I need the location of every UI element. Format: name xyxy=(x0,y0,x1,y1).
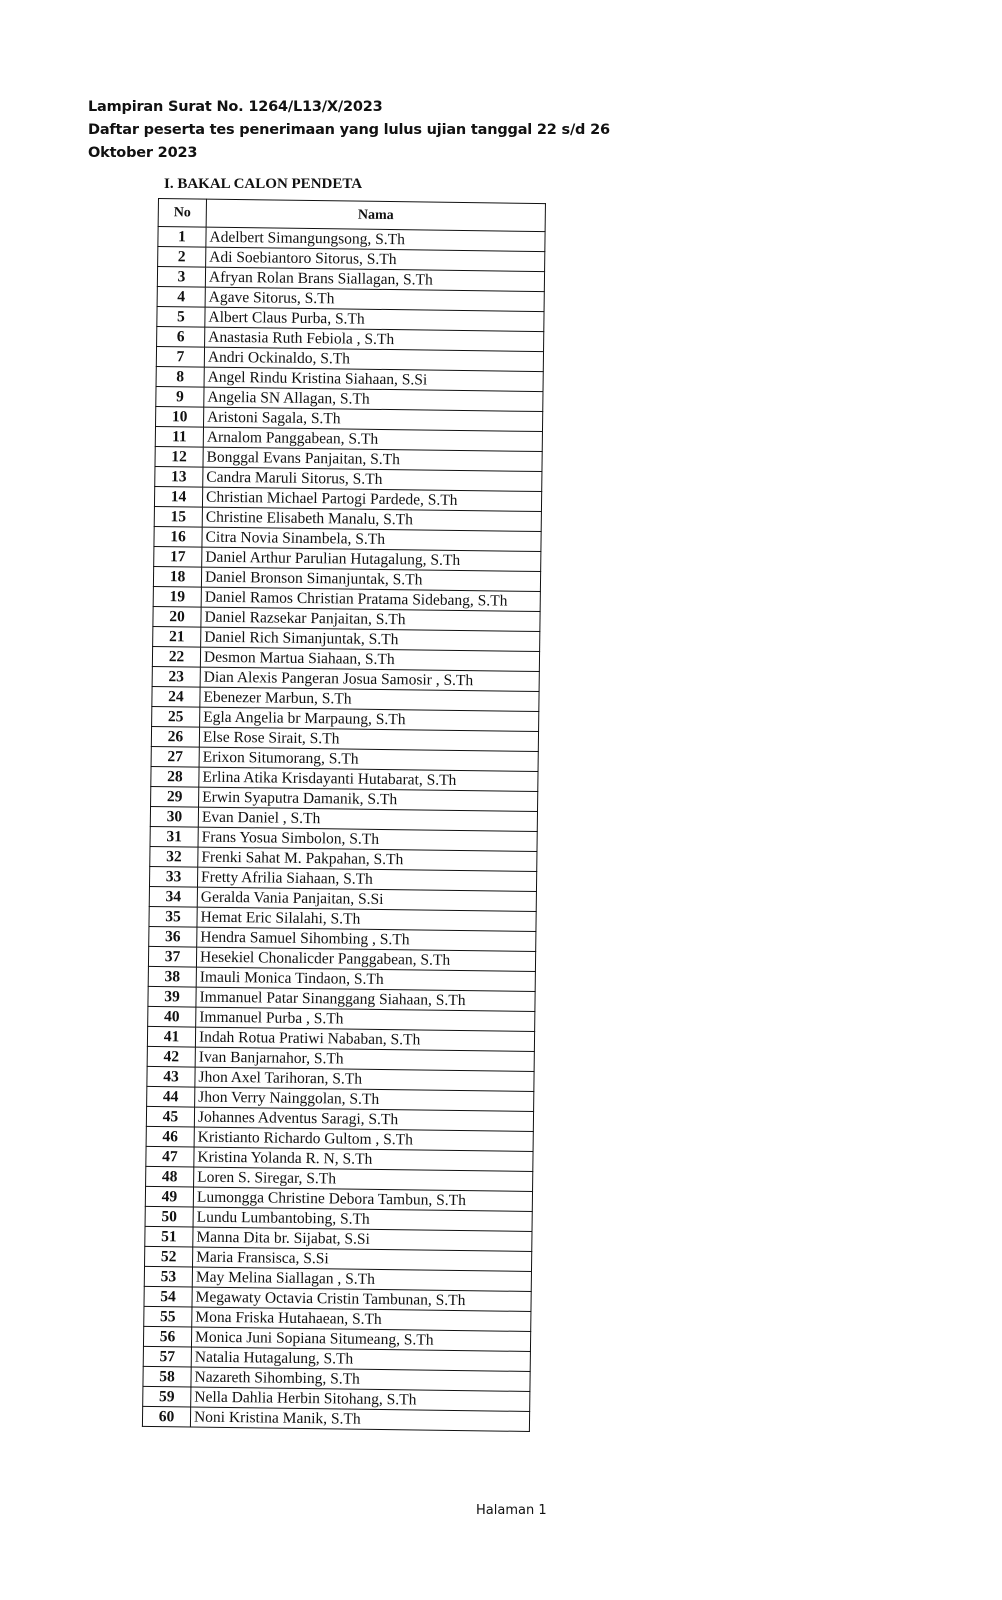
participant-name: Natalia Hutagalung, S.Th xyxy=(191,1347,530,1371)
participant-name: Andri Ockinaldo, S.Th xyxy=(204,347,543,371)
row-number: 28 xyxy=(151,766,199,787)
row-number: 30 xyxy=(150,806,198,827)
participant-name: May Melina Siallagan , S.Th xyxy=(192,1267,531,1291)
participant-name: Anastasia Ruth Febiola , S.Th xyxy=(205,327,544,351)
participant-name: Egla Angelia br Marpaung, S.Th xyxy=(200,707,539,731)
row-number: 25 xyxy=(152,706,200,727)
column-header-name: Nama xyxy=(206,199,545,231)
participant-name: Frans Yosua Simbolon, S.Th xyxy=(198,827,537,851)
row-number: 18 xyxy=(153,566,201,587)
participant-name: Desmon Martua Siahaan, S.Th xyxy=(200,647,539,671)
row-number: 40 xyxy=(148,1006,196,1027)
row-number: 8 xyxy=(156,366,204,387)
row-number: 52 xyxy=(145,1246,193,1267)
participant-name: Mona Friska Hutahaean, S.Th xyxy=(192,1307,531,1331)
participant-name: Daniel Bronson Simanjuntak, S.Th xyxy=(201,567,540,591)
row-number: 55 xyxy=(144,1306,192,1327)
row-number: 12 xyxy=(155,446,203,467)
row-number: 14 xyxy=(154,486,202,507)
participant-name: Indah Rotua Pratiwi Nababan, S.Th xyxy=(195,1027,534,1051)
row-number: 35 xyxy=(149,906,197,927)
row-number: 1 xyxy=(158,227,206,248)
row-number: 16 xyxy=(154,526,202,547)
participant-name: Jhon Axel Tarihoran, S.Th xyxy=(195,1067,534,1091)
participant-name: Immanuel Patar Sinanggang Siahaan, S.Th xyxy=(196,987,535,1011)
participant-name: Erwin Syaputra Damanik, S.Th xyxy=(199,787,538,811)
participant-name: Noni Kristina Manik, S.Th xyxy=(190,1407,529,1431)
row-number: 10 xyxy=(156,406,204,427)
table-body xyxy=(142,227,545,1432)
participant-name: Nazareth Sihombing, S.Th xyxy=(191,1367,530,1391)
row-number: 5 xyxy=(157,306,205,327)
participant-name: Arnalom Panggabean, S.Th xyxy=(203,427,542,451)
row-number: 45 xyxy=(146,1106,194,1127)
row-number: 42 xyxy=(147,1046,195,1067)
row-number: 57 xyxy=(143,1346,191,1367)
participant-name: Christian Michael Partogi Pardede, S.Th xyxy=(202,487,541,511)
participant-name: Loren S. Siregar, S.Th xyxy=(194,1167,533,1191)
row-number: 36 xyxy=(149,926,197,947)
participant-name: Agave Sitorus, S.Th xyxy=(205,287,544,311)
participants-table xyxy=(142,198,546,1432)
row-number: 51 xyxy=(145,1226,193,1247)
row-number: 27 xyxy=(151,746,199,767)
participant-name: Adi Soebiantoro Sitorus, S.Th xyxy=(206,247,545,271)
row-number: 20 xyxy=(153,606,201,627)
row-number: 38 xyxy=(148,966,196,987)
row-number: 34 xyxy=(149,886,197,907)
participant-name: Adelbert Simangungsong, S.Th xyxy=(206,227,545,251)
participant-name: Manna Dita br. Sijabat, S.Si xyxy=(193,1227,532,1251)
row-number: 43 xyxy=(147,1066,195,1087)
row-number: 23 xyxy=(152,666,200,687)
participant-name: Angelia SN Allagan, S.Th xyxy=(204,387,543,411)
row-number: 7 xyxy=(156,346,204,367)
page-number: Halaman 1 xyxy=(476,1503,547,1518)
participant-name: Ivan Banjarnahor, S.Th xyxy=(195,1047,534,1071)
row-number: 54 xyxy=(144,1286,192,1307)
participant-name: Else Rose Sirait, S.Th xyxy=(199,727,538,751)
row-number: 29 xyxy=(151,786,199,807)
participant-name: Citra Novia Sinambela, S.Th xyxy=(202,527,541,551)
participant-name: Angel Rindu Kristina Siahaan, S.Si xyxy=(204,367,543,391)
participant-name: Dian Alexis Pangeran Josua Samosir , S.Th xyxy=(200,667,539,691)
participant-name: Kristianto Richardo Gultom , S.Th xyxy=(194,1127,533,1151)
participant-name: Jhon Verry Nainggolan, S.Th xyxy=(195,1087,534,1111)
participant-name: Evan Daniel , S.Th xyxy=(198,807,537,831)
participant-name: Nella Dahlia Herbin Sitohang, S.Th xyxy=(191,1387,530,1411)
row-number: 19 xyxy=(153,586,201,607)
participant-name: Hesekiel Chonalicder Panggabean, S.Th xyxy=(196,947,535,971)
row-number: 4 xyxy=(157,286,205,307)
row-number: 58 xyxy=(143,1366,191,1387)
participant-name: Maria Fransisca, S.Si xyxy=(193,1247,532,1271)
row-number: 2 xyxy=(158,247,206,268)
participant-name: Christine Elisabeth Manalu, S.Th xyxy=(202,507,541,531)
participant-name: Afryan Rolan Brans Siallagan, S.Th xyxy=(205,267,544,291)
row-number: 17 xyxy=(154,546,202,567)
column-header-no: No xyxy=(158,199,206,228)
row-number: 31 xyxy=(150,826,198,847)
row-number: 37 xyxy=(148,946,196,967)
row-number: 48 xyxy=(146,1166,194,1187)
participant-name: Daniel Ramos Christian Pratama Sidebang, S.Th xyxy=(201,587,540,611)
participant-name: Fretty Afrilia Siahaan, S.Th xyxy=(197,867,536,891)
participant-name: Hendra Samuel Sihombing , S.Th xyxy=(197,927,536,951)
row-number: 6 xyxy=(157,326,205,347)
row-number: 11 xyxy=(155,426,203,447)
row-number: 56 xyxy=(143,1326,191,1347)
participant-name: Geralda Vania Panjaitan, S.Si xyxy=(197,887,536,911)
participant-name: Erixon Situmorang, S.Th xyxy=(199,747,538,771)
row-number: 3 xyxy=(157,267,205,288)
row-number: 53 xyxy=(144,1266,192,1287)
participant-name: Aristoni Sagala, S.Th xyxy=(204,407,543,431)
participant-name: Lumongga Christine Debora Tambun, S.Th xyxy=(193,1187,532,1211)
participant-name: Albert Claus Purba, S.Th xyxy=(205,307,544,331)
participant-name: Erlina Atika Krisdayanti Hutabarat, S.Th xyxy=(199,767,538,791)
participant-name: Lundu Lumbantobing, S.Th xyxy=(193,1207,532,1231)
row-number: 46 xyxy=(146,1126,194,1147)
participant-name: Daniel Rich Simanjuntak, S.Th xyxy=(201,627,540,651)
row-number: 22 xyxy=(152,646,200,667)
row-number: 15 xyxy=(154,506,202,527)
row-number: 26 xyxy=(151,726,199,747)
participant-name: Hemat Eric Silalahi, S.Th xyxy=(197,907,536,931)
participant-name: Imauli Monica Tindaon, S.Th xyxy=(196,967,535,991)
participant-name: Johannes Adventus Saragi, S.Th xyxy=(194,1107,533,1131)
document-description: Daftar peserta tes penerimaan yang lulus ujian tanggal 22 s/d 26 xyxy=(88,122,610,138)
row-number: 50 xyxy=(145,1206,193,1227)
row-number: 59 xyxy=(143,1386,191,1407)
participant-name: Candra Maruli Sitorus, S.Th xyxy=(203,467,542,491)
row-number: 33 xyxy=(149,866,197,887)
participant-name: Bonggal Evans Panjaitan, S.Th xyxy=(203,447,542,471)
document-description-date: Oktober 2023 xyxy=(88,145,198,161)
participant-name: Immanuel Purba , S.Th xyxy=(196,1007,535,1031)
participant-name: Daniel Arthur Parulian Hutagalung, S.Th xyxy=(202,547,541,571)
participant-name: Monica Juni Sopiana Situmeang, S.Th xyxy=(191,1327,530,1351)
row-number: 24 xyxy=(152,686,200,707)
letter-header xyxy=(88,96,610,165)
letter-reference: Lampiran Surat No. 1264/L13/X/2023 xyxy=(88,99,383,115)
row-number: 21 xyxy=(153,626,201,647)
participant-name: Frenki Sahat M. Pakpahan, S.Th xyxy=(198,847,537,871)
section-title: I. BAKAL CALON PENDETA xyxy=(164,176,363,192)
participant-name: Kristina Yolanda R. N, S.Th xyxy=(194,1147,533,1171)
table-row xyxy=(142,1406,529,1431)
row-number: 32 xyxy=(150,846,198,867)
row-number: 44 xyxy=(147,1086,195,1107)
row-number: 39 xyxy=(148,986,196,1007)
participant-name: Ebenezer Marbun, S.Th xyxy=(200,687,539,711)
row-number: 9 xyxy=(156,386,204,407)
row-number: 47 xyxy=(146,1146,194,1167)
row-number: 60 xyxy=(142,1406,190,1427)
participant-name: Daniel Razsekar Panjaitan, S.Th xyxy=(201,607,540,631)
row-number: 13 xyxy=(155,466,203,487)
row-number: 49 xyxy=(145,1186,193,1207)
participant-name: Megawaty Octavia Cristin Tambunan, S.Th xyxy=(192,1287,531,1311)
row-number: 41 xyxy=(147,1026,195,1047)
